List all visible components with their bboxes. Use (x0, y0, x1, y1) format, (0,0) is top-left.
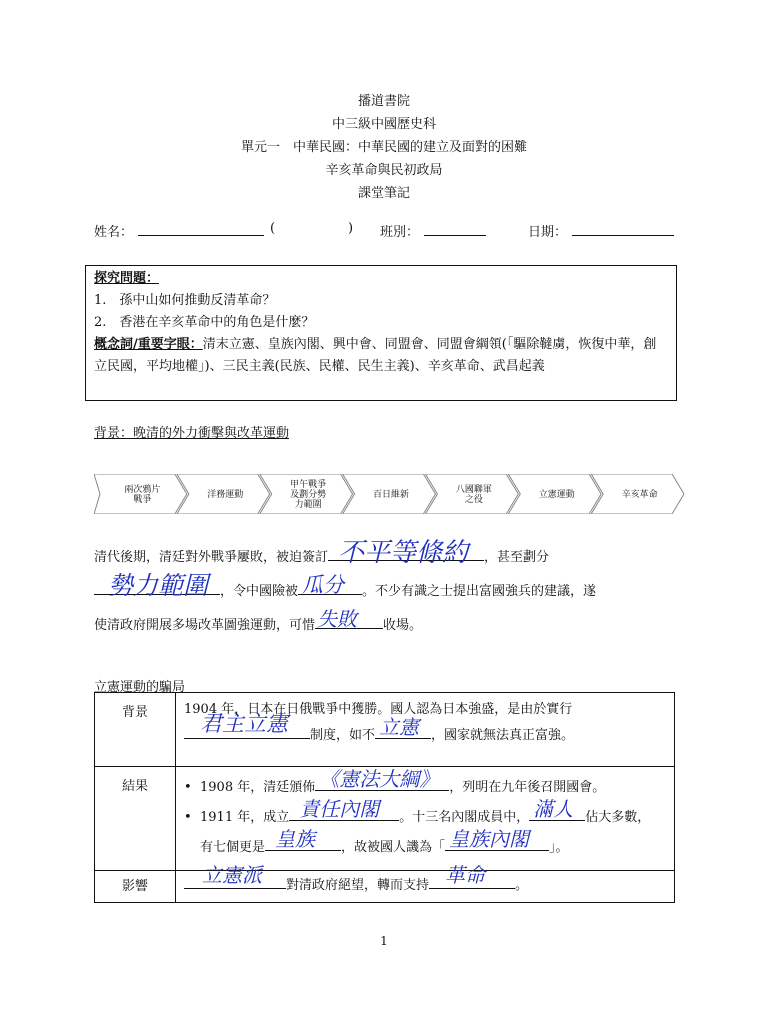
name-label: 姓名： (94, 225, 134, 240)
paragraph-line-3 (94, 607, 676, 633)
background-title: 背景：晚清的外力衝擊與改革運動 (94, 426, 290, 441)
res-text-1: 1908 年，清廷頒佈 (200, 780, 316, 795)
unit-title: 單元一 中華民國：中華民國的建立及面對的困難 (240, 140, 527, 155)
timeline-step-label: 力範圍 (294, 500, 322, 510)
paragraph-line-1 (94, 538, 676, 568)
date-field[interactable] (572, 221, 674, 236)
row-label-impact: 影響 (95, 871, 176, 903)
para-text-6: 收場。 (383, 618, 423, 633)
handwritten-answer-constitution-outline: 《憲法大綱》 (319, 767, 440, 791)
table-title: 立憲運動的騙局 (94, 680, 186, 695)
handwritten-answer-responsible-cabinet: 責任內閣 (299, 797, 380, 821)
table-row (95, 693, 675, 767)
class-field[interactable] (424, 221, 486, 236)
handwritten-answer-spheres: 勢力範圍 (108, 571, 209, 600)
result-cell (176, 767, 675, 871)
inquiry-title: 探究問題： (94, 271, 160, 286)
handwritten-answer-partition: 瓜分 (302, 573, 345, 597)
timeline-chevrons (94, 474, 686, 514)
student-info-row (94, 221, 684, 241)
handwritten-answer-unequal-treaties: 不平等條約 (338, 538, 469, 568)
constitutional-movement-table (94, 692, 675, 903)
inquiry-box (85, 265, 677, 401)
concepts (94, 334, 668, 378)
concepts-text: 清末立憲、皇族內閣、興中會、同盟會、同盟會綱領(「驅除韃虜，恢復中華，創立民國，平均地權」)、三民主義(民族、民權、民生主義)、辛亥革命、武昌起義 (94, 337, 657, 374)
handwritten-answer-constitutionalists: 立憲派 (202, 863, 262, 887)
res-text-6: 有七個更是 (200, 840, 266, 855)
table-row (95, 767, 675, 871)
inquiry-question-1: 1. 孫中山如何推動反清革命？ (94, 293, 276, 308)
inquiry-question-2: 2. 香港在辛亥革命中的角色是什麼？ (94, 315, 315, 330)
document-header (0, 90, 768, 205)
bg-text-3: ，國家就無法真正富強。 (431, 728, 575, 743)
timeline-step-label: 及劃分勢 (290, 490, 327, 500)
para-text-1: 清代後期，清廷對外戰爭屢敗，被迫簽訂 (94, 550, 329, 565)
res-text-2: ，列明在九年後召開國會。 (449, 780, 606, 795)
handwritten-answer-failure: 失敗 (317, 607, 358, 631)
bg-line-2 (184, 712, 666, 751)
school-name: 播道書院 (357, 94, 410, 109)
res-text-4: 。十三名內閣成員中， (399, 810, 530, 825)
res-text-7: ，故被國人譏為「 (341, 840, 446, 855)
timeline-step-label: 辛亥革命 (621, 490, 658, 500)
table-row (95, 871, 675, 903)
background-cell (176, 693, 675, 767)
timeline-step-label: 百日維新 (372, 490, 410, 500)
timeline-step-label: 甲午戰爭 (290, 480, 327, 490)
para-text-5: 使清政府開展多場改革圖強運動，可惜 (94, 618, 316, 633)
row-label-result: 結果 (95, 767, 176, 871)
result-line-3 (184, 827, 666, 863)
bg-line-1: 1904 年，日本在日俄戰爭中獲勝。國人認為日本強盛，是由於實行 (184, 702, 573, 717)
timeline-step-label: 之役 (464, 495, 483, 505)
timeline-step-label: 兩次鴉片 (124, 485, 161, 495)
res-text-3: 1911 年，成立 (200, 810, 290, 825)
date-label: 日期： (528, 225, 568, 240)
result-line-2: • 1911 年，成立 責任內閣 。十三名內閣成員中， 滿人 佔大多數， (184, 803, 666, 833)
para-text-4: 。不少有識之士提出富國強兵的建議，遂 (362, 584, 597, 599)
handwritten-answer-royal-family: 皇族 (275, 827, 316, 851)
handwritten-answer-revolution: 革命 (445, 863, 486, 887)
class-number-paren-close: ) (348, 221, 354, 236)
result-line-1: • 1908 年，清廷頒佈 《憲法大綱》 ，列明在九年後召開國會。 (184, 773, 666, 803)
class-label: 班別： (380, 225, 420, 240)
page-number: 1 (380, 934, 388, 948)
para-text-2: ，甚至劃分 (484, 550, 550, 565)
topic-title: 辛亥革命與民初政局 (325, 163, 443, 178)
res-text-8: 」。 (549, 840, 569, 855)
handwritten-answer-constitutional-monarchy: 君主立憲 (200, 712, 289, 737)
timeline-step-label: 立憲運動 (538, 490, 575, 500)
timeline-step-label: 八國聯軍 (455, 485, 492, 495)
handwritten-answer-royal-cabinet: 皇族內閣 (449, 827, 530, 851)
row-label-background: 背景 (95, 693, 176, 767)
para-text-3: ，令中國險被 (220, 584, 299, 599)
timeline-step-label: 戰爭 (133, 495, 152, 505)
imp-text-2: 。 (515, 878, 529, 893)
handwritten-answer-constitution: 立憲 (379, 715, 420, 739)
concepts-label: 概念詞/重要字眼： (94, 337, 203, 352)
class-number-paren-open: ( (270, 221, 276, 236)
handwritten-answer-manchus: 滿人 (533, 797, 574, 821)
imp-text-1: 對清政府絕望，轉而支持 (286, 878, 430, 893)
res-text-5: 佔大多數， (585, 810, 651, 825)
paragraph-line-2 (94, 571, 676, 600)
impact-cell (176, 863, 675, 903)
bg-text-2: 制度，如不 (310, 728, 376, 743)
timeline-step-label: 洋務運動 (207, 490, 244, 500)
grade-subject: 中三級中國歷史科 (331, 117, 436, 132)
name-field[interactable] (138, 221, 264, 236)
notes-type: 課堂筆記 (357, 186, 410, 201)
